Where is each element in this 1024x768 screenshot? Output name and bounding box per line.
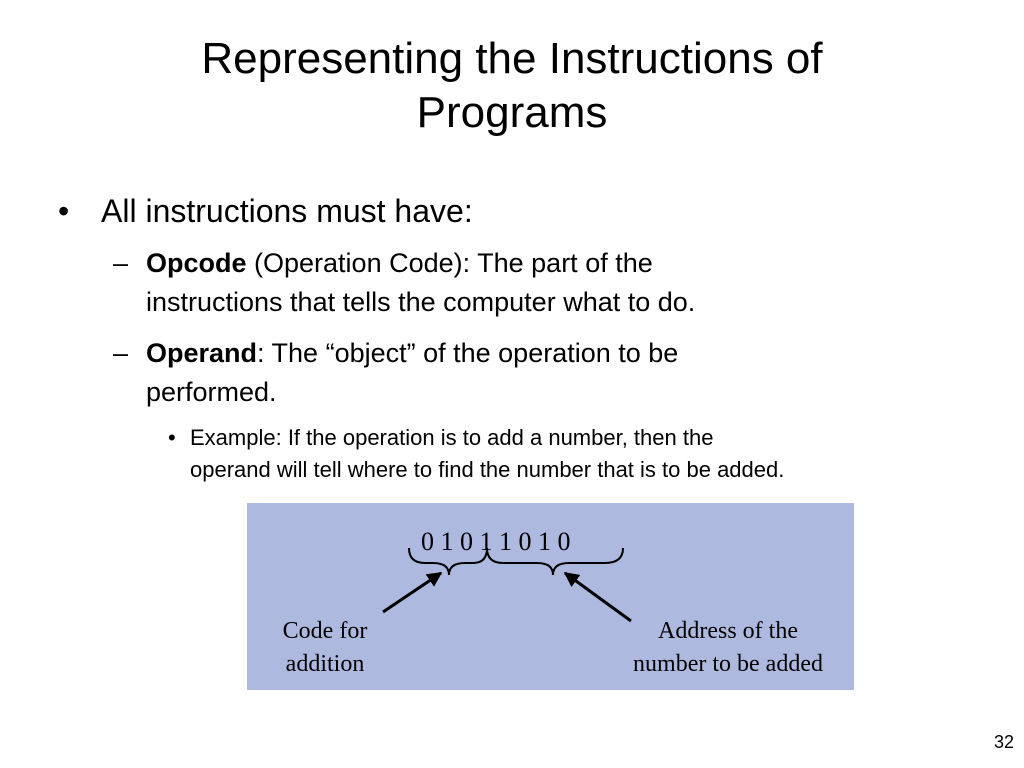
- opcode-term: Opcode: [146, 248, 247, 278]
- opcode-line-1: [146, 244, 846, 283]
- title-line-2: Programs: [416, 88, 608, 137]
- opcode-definition: (Operation Code): The part of the: [246, 248, 653, 278]
- operand-line-1: [146, 334, 846, 373]
- operand-line-2: performed.: [146, 377, 277, 407]
- address-label-line-2: number to be added: [633, 651, 823, 677]
- page-number: 32: [993, 732, 1014, 752]
- bullet-text: All instructions must have:: [101, 193, 473, 229]
- operand-definition: : The “object” of the operation to be: [257, 338, 679, 368]
- operand-text: [146, 334, 846, 412]
- example-line-1: Example: If the operation is to add a number, then the: [190, 425, 714, 450]
- dash-marker: –: [113, 248, 129, 278]
- slide-title: [60, 32, 964, 140]
- title-line-1: Representing the Instructions of: [201, 34, 823, 83]
- bullet-marker: •: [58, 193, 70, 229]
- opcode-line-2: instructions that tells the computer what to do.: [146, 287, 696, 317]
- instruction-diagram: [247, 503, 854, 690]
- opcode-arrow: [383, 573, 441, 612]
- bullet-marker: •: [168, 425, 176, 450]
- bit-string: 0 1 0 1 1 0 1 0: [421, 527, 571, 556]
- instruction-diagram-svg: [247, 503, 854, 690]
- code-for-addition-line-1: Code for: [282, 618, 368, 644]
- operand-arrow: [565, 573, 631, 621]
- address-label-line-1: Address of the: [658, 618, 798, 644]
- example-line-2: operand will tell where to find the number that is to be added.: [190, 457, 785, 482]
- example-text: [190, 422, 970, 486]
- opcode-text: [146, 244, 846, 322]
- operand-term: Operand: [146, 338, 258, 368]
- code-for-addition-line-2: addition: [285, 651, 365, 677]
- dash-marker: –: [113, 338, 129, 368]
